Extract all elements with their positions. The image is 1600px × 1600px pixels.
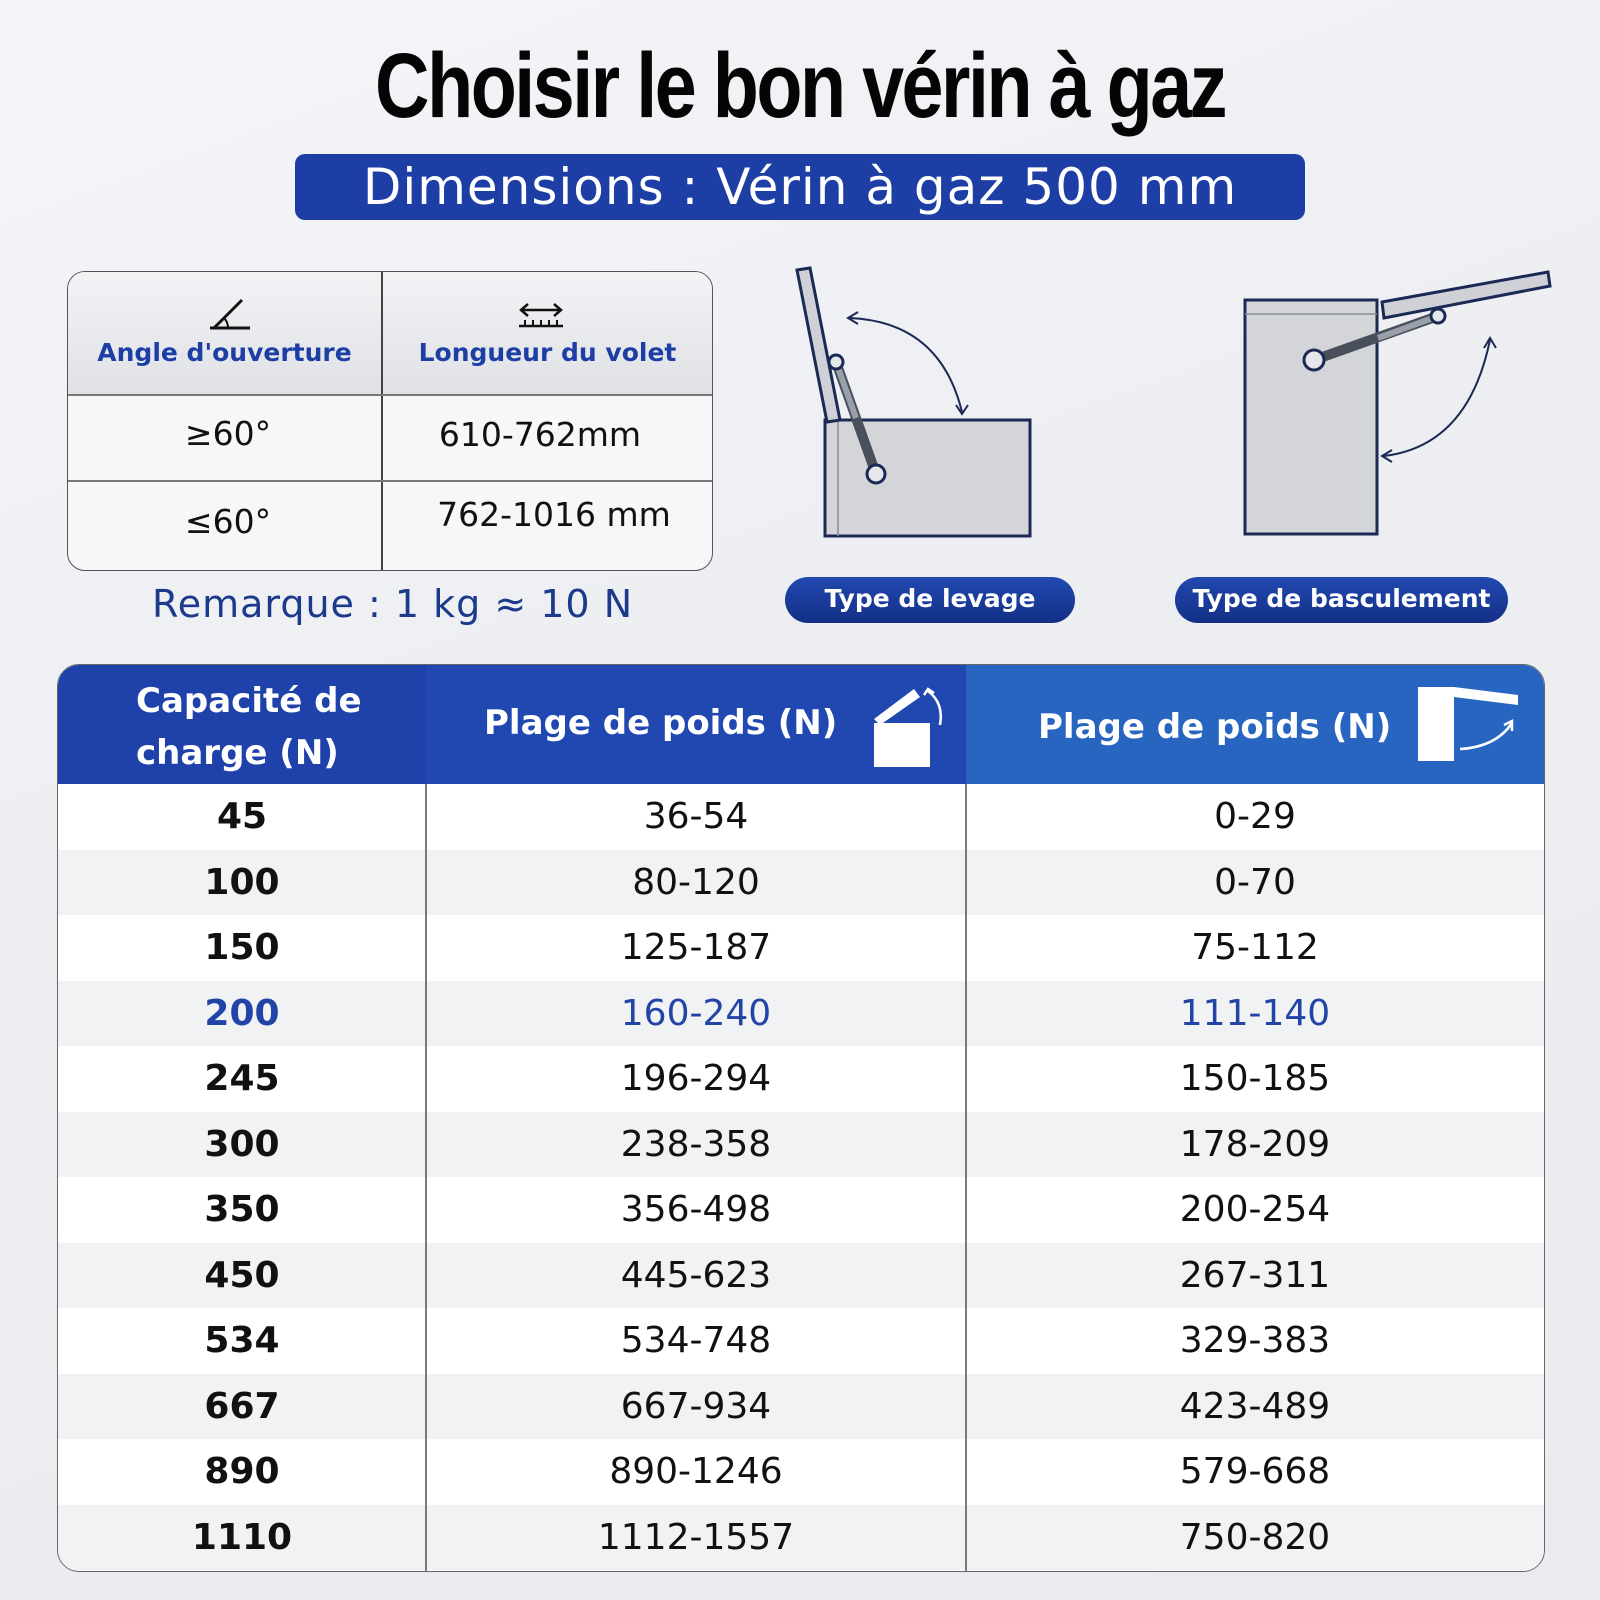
table-row (58, 784, 1544, 849)
lift-range-cell: 667-934 (620, 1385, 772, 1427)
capacity-header-text: Capacité de charge (N) (136, 681, 362, 773)
capacity-cell: 1110 (191, 1516, 293, 1558)
lift-range-cell: 238-358 (620, 1123, 772, 1165)
angle-value: ≤60° (184, 502, 272, 541)
tilt-range-cell: 111-140 (1179, 992, 1331, 1034)
tilt-range-cell: 423-489 (1179, 1385, 1331, 1427)
table-row (58, 981, 1544, 1046)
length-value: 610-762mm (438, 415, 642, 454)
lift-range-cell: 125-187 (620, 927, 772, 968)
spec-table (67, 271, 713, 571)
capacity-cell: 45 (216, 796, 268, 837)
load-capacity-table (57, 664, 1545, 1572)
capacity-cell: 100 (204, 861, 280, 903)
capacity-cell: 150 (204, 927, 280, 968)
length-value: 762-1016 mm (437, 495, 671, 534)
lift-range-cell: 160-240 (620, 992, 772, 1034)
lift-range-cell: 356-498 (620, 1189, 772, 1230)
lift-box-icon (868, 677, 952, 773)
lift-range-cell: 36-54 (643, 796, 749, 837)
tilt-range-cell: 579-668 (1179, 1451, 1331, 1492)
angle-header: Angle d'ouverture (97, 338, 352, 367)
tilt-type-label: Type de basculement (1175, 577, 1508, 623)
tilt-range-cell: 150-185 (1179, 1058, 1331, 1099)
angle-icon (206, 294, 254, 332)
tilt-type-illustration (1238, 268, 1558, 548)
tilt-range-cell: 0-29 (1214, 796, 1296, 837)
lift-range-cell: 445-623 (620, 1254, 772, 1296)
table-row (58, 1177, 1544, 1242)
tilt-header-text: Plage de poids (N) (1038, 707, 1392, 747)
capacity-cell: 450 (204, 1254, 280, 1296)
lift-column-header (426, 665, 966, 784)
dimensions-banner: Dimensions : Vérin à gaz 500 mm (295, 154, 1305, 220)
tilt-range-cell: 75-112 (1191, 927, 1319, 968)
tilt-box-icon (1414, 683, 1524, 767)
table-row (58, 1046, 1544, 1111)
angle-value: ≥60° (184, 414, 272, 453)
capacity-cell: 534 (204, 1320, 280, 1361)
table-row (58, 1505, 1544, 1570)
spec-table-header (68, 272, 712, 394)
lift-type-label: Type de levage (785, 577, 1075, 623)
table-row (58, 915, 1544, 980)
lift-range-cell: 1112-1557 (597, 1516, 795, 1558)
lift-header-text: Plage de poids (N) (484, 703, 838, 743)
tilt-range-cell: 0-70 (1214, 861, 1296, 903)
tilt-range-cell: 200-254 (1179, 1189, 1331, 1230)
table-row (58, 1112, 1544, 1177)
lift-type-illustration (780, 262, 1040, 552)
lift-range-cell: 80-120 (632, 861, 760, 903)
column-divider (425, 784, 427, 1571)
table-row (58, 1308, 1544, 1373)
lift-range-cell: 534-748 (620, 1320, 772, 1361)
capacity-cell: 667 (204, 1385, 280, 1427)
table-row (58, 1374, 1544, 1439)
lift-range-cell: 890-1246 (609, 1451, 783, 1492)
table-row (58, 1439, 1544, 1504)
table-row (58, 850, 1544, 915)
table-row (58, 1243, 1544, 1308)
tilt-column-header (966, 665, 1544, 784)
capacity-cell: 200 (204, 992, 280, 1034)
tilt-range-cell: 267-311 (1179, 1254, 1331, 1296)
lift-range-cell: 196-294 (620, 1058, 772, 1099)
length-arrow-icon (516, 300, 566, 332)
tilt-range-cell: 178-209 (1179, 1123, 1331, 1165)
tilt-range-cell: 329-383 (1179, 1320, 1331, 1361)
capacity-cell: 300 (204, 1123, 280, 1165)
capacity-column-header (58, 665, 426, 784)
spec-row-divider (68, 480, 712, 482)
capacity-cell: 245 (204, 1058, 280, 1099)
spec-row-divider (68, 394, 712, 396)
capacity-cell: 350 (204, 1189, 280, 1230)
column-divider (965, 784, 967, 1571)
length-header: Longueur du volet (418, 338, 677, 367)
page-title: Choisir le bon vérin à gaz (375, 35, 1225, 137)
capacity-cell: 890 (204, 1451, 280, 1492)
conversion-note: Remarque : 1 kg ≈ 10 N (152, 582, 634, 626)
tilt-range-cell: 750-820 (1179, 1516, 1331, 1558)
